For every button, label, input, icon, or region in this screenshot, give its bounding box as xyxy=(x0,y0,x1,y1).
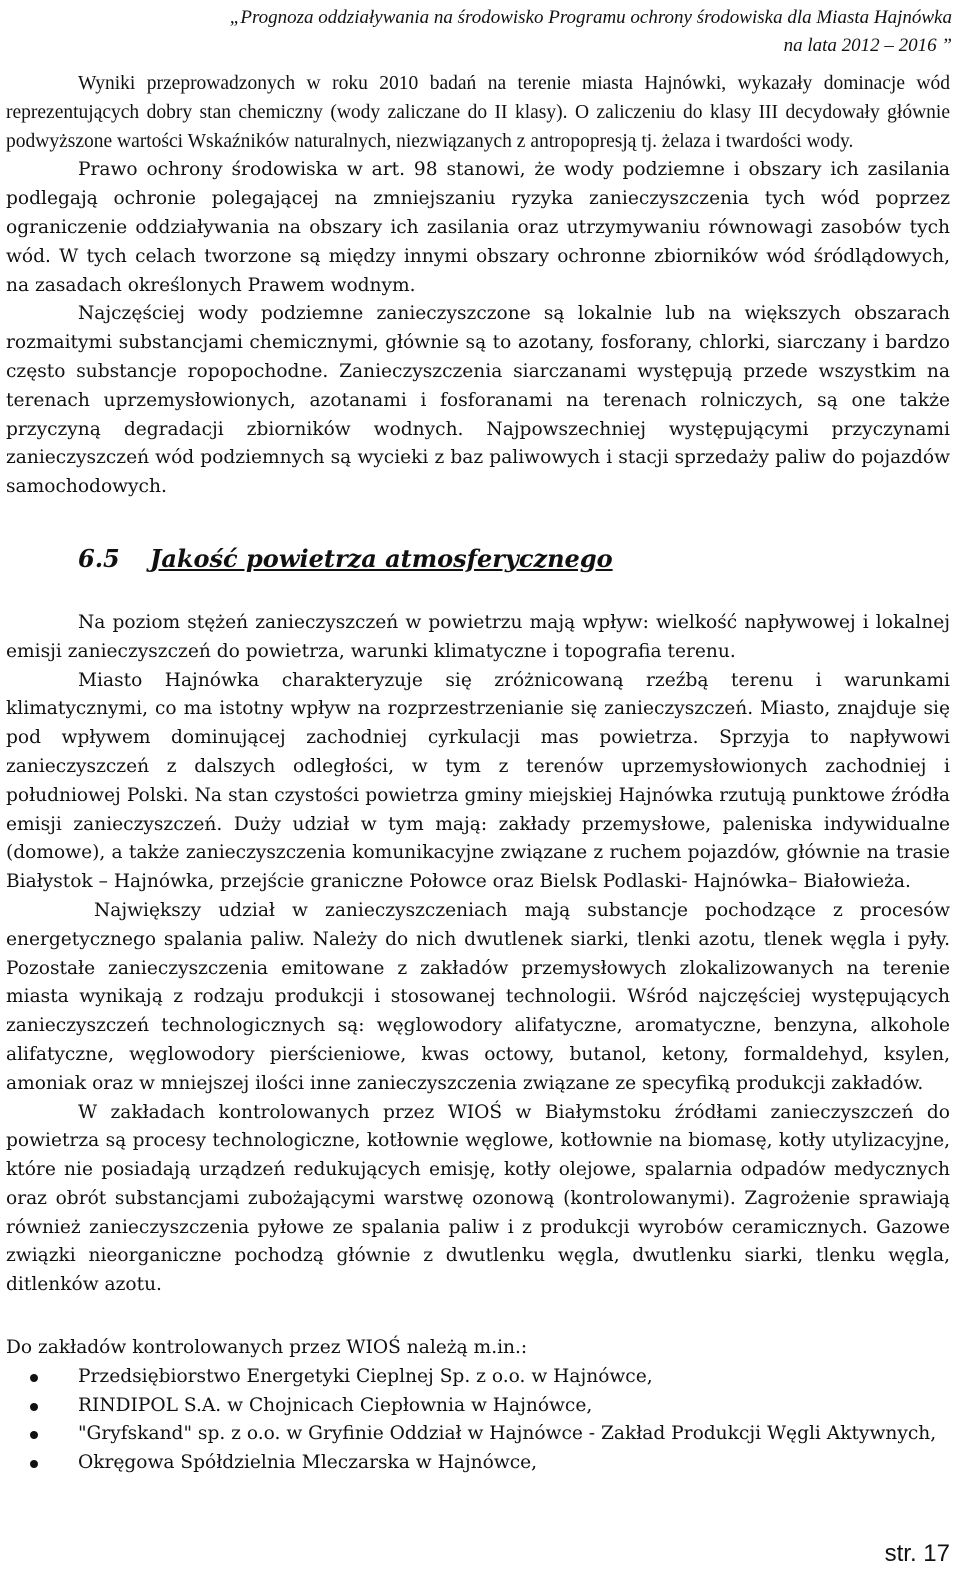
bullet-icon xyxy=(30,1374,38,1382)
page-number: str. 17 xyxy=(884,1540,950,1567)
header-line-2: na lata 2012 – 2016 ” xyxy=(783,35,952,56)
plants-list xyxy=(6,1363,950,1478)
running-header xyxy=(230,4,952,60)
list-item: Przedsiębiorstwo Energetyki Cieplnej Sp. z o.o. w Hajnówce, xyxy=(6,1363,950,1392)
paragraph-law-article: Prawo ochrony środowiska w art. 98 stanowi, że wody podziemne i obszary ich zasilania podlegają ochronie polegającej na zmniejszaniu ryzyka zanieczyszczenia tych wód poprzez ograniczenie oddziaływania na obszary ich zasilania oraz utrzymywaniu równowagi zasobów tych wód. W tych celach tworzone są między innymi obszary ochronne zbiorników wód śródlądowych, na zasadach określonych Prawem wodnym. xyxy=(6,159,950,296)
spacer xyxy=(6,1300,950,1334)
list-item: RINDIPOL S.A. w Chojnicach Ciepłownia w Hajnówce, xyxy=(6,1392,950,1421)
list-item: "Gryfskand" sp. z o.o. w Gryfinie Oddział w Hajnówce - Zakład Produkcji Węgli Aktywnych, xyxy=(6,1420,950,1449)
bullet-icon xyxy=(30,1460,38,1468)
header-line-1: „Prognoza oddziaływania na środowisko Programu ochrony środowiska dla Miasta Hajnówka xyxy=(229,7,952,28)
paragraph-wios-sources: W zakładach kontrolowanych przez WIOŚ w Białymstoku źródłami zanieczyszczeń do powietrza są procesy technologiczne, kotłownie węglowe, kotłownie na biomasę, kotły utylizacyjne, które nie posiadają urządzeń redukujących emisję, kotły olejowe, spalarnia odpadów medycznych oraz obrót substancjami zubożającymi warstwę ozonową (kontrolowanymi). Zagrożenie sprawiają również zanieczyszczenia pyłowe ze spalania paliw i z produkcji wyrobów ceramicznych. Gazowe związki nieorganiczne pochodzą głównie z dwutlenku węgla, dwutlenku siarki, tlenku węgla, ditlenków azotu. xyxy=(6,1101,950,1296)
paragraph-energy-emissions: Największy udział w zanieczyszczeniach mają substancje pochodzące z procesów energetycznego spalania paliw. Należy do nich dwutlenek siarki, tlenki azotu, tlenek węgla i pyły. Pozostałe zanieczyszczenia emitowane z zakładów przemysłowych zlokalizowanych na terenie miasta wynikają z rodzaju produkcji i stosowanej technologii. Wśród najczęściej występujących zanieczyszczeń technologicznych są: węglowodory alifatyczne, aromatyczne, benzyna, alkohole alifatyczne, węglowodory pierścieniowe, kwas octowy, butanol, ketony, formaldehyd, ksylen, amoniak oraz w mniejszej ilości inne zanieczyszczenia związane ze specyfiką produkcji zakładów. xyxy=(6,899,950,1094)
bullet-icon xyxy=(30,1403,38,1411)
paragraph-groundwater-pollution: Najczęściej wody podziemne zanieczyszczone są lokalnie lub na większych obszarach rozmaitymi substancjami chemicznymi, głównie są to azotany, fosforany, chlorki, siarczany i bardzo często substancje ropopochodne. Zanieczyszczenia siarczanami występują przede wszystkim na terenach uprzemysłowionych, azotanami i fosforanami na terenach rolniczych, są one także przyczyną degradacji zbiorników wodnych. Najpowszechniej występującymi przyczynami zanieczyszczeń wód podziemnych są wycieki z baz paliwowych i stacji sprzedaży paliw do pojazdów samochodowych. xyxy=(6,303,950,498)
list-intro: Do zakładów kontrolowanych przez WIOŚ należą m.in.: xyxy=(6,1337,528,1359)
bullet-icon xyxy=(30,1431,38,1439)
section-number: 6.5 xyxy=(78,543,120,573)
list-item: Okręgowa Spółdzielnia Mleczarska w Hajnówce, xyxy=(6,1449,950,1478)
section-title: Jakość powietrza atmosferycznego xyxy=(150,543,613,573)
paragraph-climate: Miasto Hajnówka charakteryzuje się zróżnicowaną rzeźbą terenu i warunkami klimatycznymi, co ma istotny wpływ na rozprzestrzenianie się zanieczyszczeń. Miasto, znajduje się pod wpływem dominującej zachodniej cyrkulacji mas powietrza. Sprzyja to napływowi zanieczyszczeń z dalszych odległości, w tym z terenów uprzemysłowionych zachodniej i południowej Polski. Na stan czystości powietrza gminy miejskiej Hajnówka rzutują punktowe źródła emisji zanieczyszczeń. Duży udział w tym mają: zakłady przemysłowe, paleniska indywidualne (domowe), a także zanieczyszczenia komunikacyjne związane z ruchem pojazdów, głównie na trasie Białystok – Hajnówka, przejście graniczne Połowce oraz Bielsk Podlaski- Hajnówka– Białowieża. xyxy=(6,669,950,893)
main-content xyxy=(6,70,950,1478)
section-heading xyxy=(78,543,950,575)
paragraph-water-results: Wyniki przeprowadzonych w roku 2010 badań na terenie miasta Hajnówki, wykazały dominacje wód reprezentujących dobry stan chemiczny (wody zaliczane do II klasy). O zaliczeniu do klasy III decydowały głównie podwyższone wartości Wskaźników naturalnych, niezwiązanych z antropopresją tj. żelaza i twardości wody. xyxy=(6,73,950,152)
paragraph-air-concentration: Na poziom stężeń zanieczyszczeń w powietrzu mają wpływ: wielkość napływowej i lokalnej emisji zanieczyszczeń do powietrza, warunki klimatyczne i topografia terenu. xyxy=(6,611,950,662)
